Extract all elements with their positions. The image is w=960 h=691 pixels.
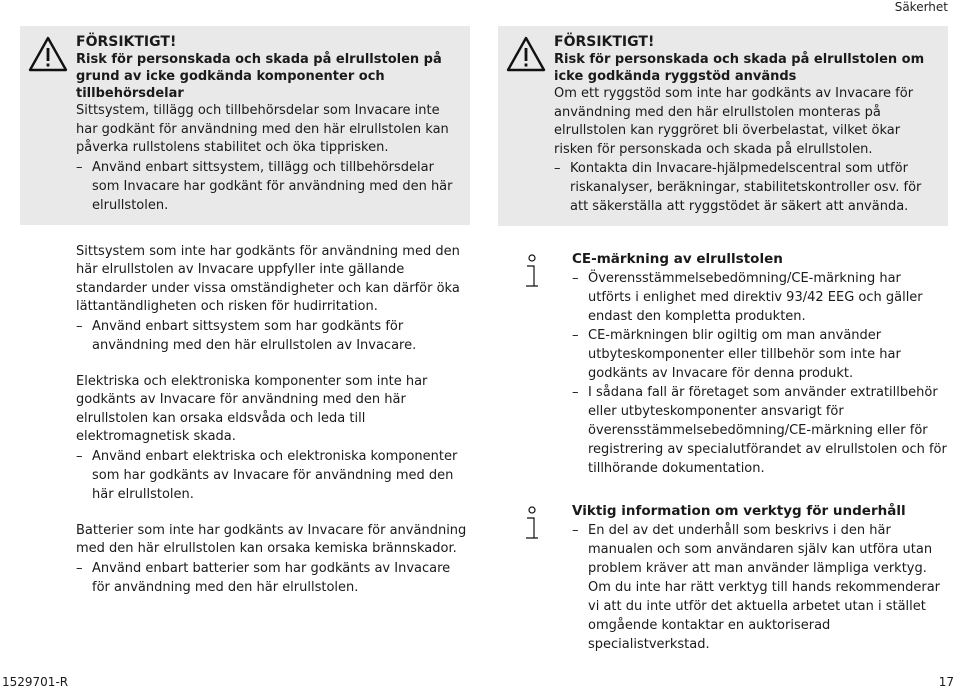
- ce-bullet-1: – Överensstämmelsebedömning/CE-märkning har utförts i enlighet med direktiv 93/42 EEG och gäller endast den kompletta produkten.: [572, 269, 948, 326]
- ce-bullet-2: – CE-märkningen blir ogiltig om man använder utbyteskomponenter eller tillbehör som inte har godkänts av Invacare för denna produkt.: [572, 326, 948, 383]
- paragraph: Elektriska och elektroniska komponenter som inte har godkänts av Invacare för användning med den här elrullstolen kan orsaka eldsvåda och leda till elektromagnetisk skada.: [76, 373, 428, 444]
- tools-title: Viktig information om verktyg för underhåll: [572, 503, 906, 519]
- document-number: 1529701-R: [2, 675, 69, 689]
- warning-triangle-icon: [28, 36, 68, 72]
- seating-block: [20, 243, 470, 355]
- tools-info: [498, 502, 948, 654]
- warning-box-components: [20, 26, 470, 225]
- header-section: Säkerhet: [894, 0, 948, 14]
- bullet-item: – Använd enbart elektriska och elektroniska komponenter som har godkänts av Invacare för användning med den här elrullstolen.: [76, 447, 470, 504]
- electrical-block: [20, 373, 470, 504]
- warning-text: Om ett ryggstöd som inte har godkänts av Invacare för användning med den här elrullstolen monteras på elrullstolen kan ryggröret bli överbelastat, vilket ökar risken för personskada och skada på elrullstolen.: [554, 86, 914, 157]
- page-number: 17: [938, 675, 954, 689]
- warning-title: FÖRSIKTIGT!: [554, 34, 655, 50]
- bullet-item: – Använd enbart batterier som har godkänts av Invacare för användning med den här elrullstolen.: [76, 559, 470, 597]
- warning-box-backrest: [498, 26, 948, 226]
- warning-bullet: – Kontakta din Invacare-hjälpmedelscentral som utför riskanalyser, beräkningar, stabilitetskontroller osv. för att säkerställa att ryggstödet är säkert att använda.: [554, 159, 938, 216]
- ce-bullet-3: – I sådana fall är företaget som använder extratillbehör eller utbyteskomponenter ansvarigt för överensstämmelsebedömning/CE-märkning eller för registrering av specialutförandet av elrullstolen och för tillhörande dokumentation.: [572, 383, 948, 478]
- info-icon: [522, 506, 542, 542]
- warning-triangle-icon: [506, 36, 546, 72]
- right-column: [498, 26, 948, 654]
- warning-heading: Risk för personskada och skada på elrullstolen om icke godkända ryggstöd används: [554, 52, 925, 84]
- left-column: [20, 26, 470, 597]
- warning-bullet: – Använd enbart sittsystem, tillägg och tillbehörsdelar som Invacare har godkänt för användning med den här elrullstolen.: [76, 158, 460, 215]
- paragraph: Batterier som inte har godkänts av Invacare för användning med den här elrullstolen kan orsaka kemiska brännskador.: [76, 522, 467, 556]
- ce-marking-info: [498, 250, 948, 478]
- tools-bullet: – En del av det underhåll som beskrivs i den här manualen och som användaren själv kan utföra utan problem kräver att man använder lämpliga verktyg. Om du inte har rätt verktyg till hands rekommenderar vi att du inte utför det aktuella arbetet utan i stället omgående kontaktar en auktoriserad specialistverkstad.: [572, 521, 948, 654]
- ce-title: CE-märkning av elrullstolen: [572, 251, 783, 267]
- bullet-item: – Använd enbart sittsystem som har godkänts för användning med den här elrullstolen av Invacare.: [76, 317, 470, 355]
- battery-block: [20, 522, 470, 597]
- warning-title: FÖRSIKTIGT!: [76, 34, 177, 50]
- info-icon: [522, 254, 542, 290]
- paragraph: Sittsystem som inte har godkänts för användning med den här elrullstolen av Invacare uppfyller inte gällande standarder under vissa omständigheter och kan därför öka lättantändligheten och risken för hudirritation.: [76, 243, 460, 314]
- warning-heading: Risk för personskada och skada på elrullstolen på grund av icke godkända komponenter och tillbehörsdelar: [76, 52, 442, 101]
- warning-text: Sittsystem, tillägg och tillbehörsdelar som Invacare inte har godkänt för användning med den här elrullstolen kan påverka rullstolens stabilitet och öka tipprisken.: [76, 103, 449, 155]
